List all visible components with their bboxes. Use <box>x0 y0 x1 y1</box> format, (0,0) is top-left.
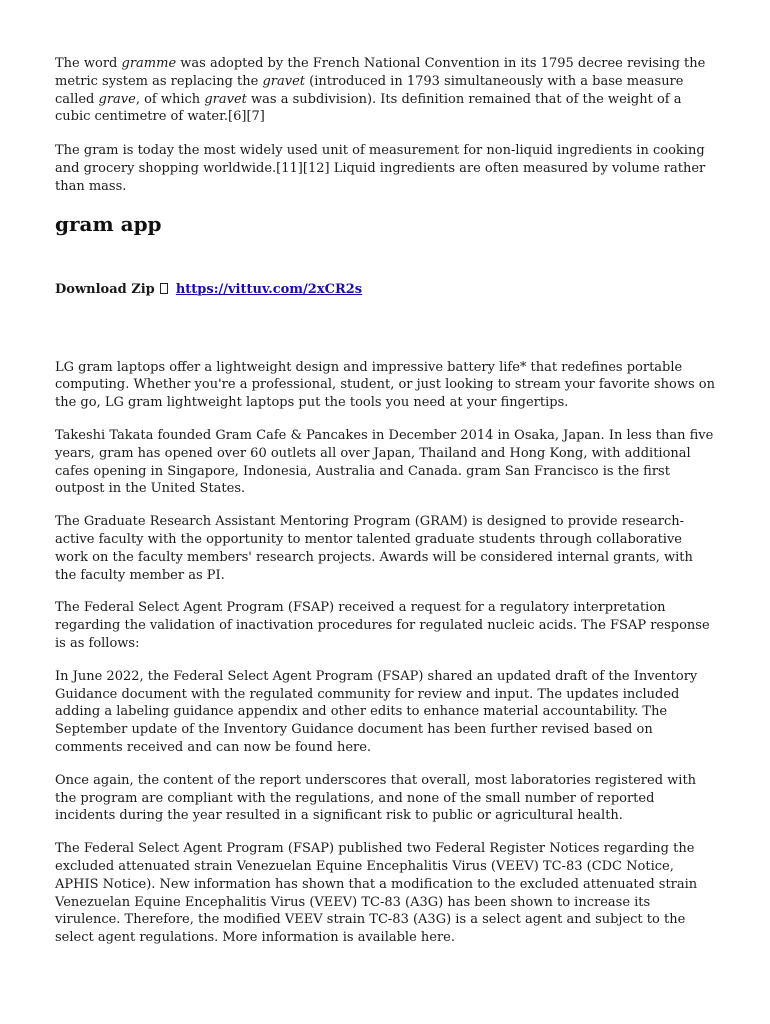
paragraph-report-summary: Once again, the content of the report underscores that overall, most laboratories registered with the program are compliant with the regulations, and none of the small number of reported incidents during the year resulted in a significant risk to public or agricultural health. <box>55 772 697 824</box>
intro-paragraph-2: The gram is today the most widely used unit of measurement for non-liquid ingredients in cooking and grocery shopping worldwide.[11][12] Liquid ingredients are often measured by volume rather than mass. <box>55 143 706 194</box>
text-run: , of which <box>135 91 205 107</box>
paragraph-fsap-inventory: In June 2022, the Federal Select Agent Program (FSAP) shared an updated draft of the Inventory Guidance document with the regulated community for review and input. The updates included adding a labeling guidance appendix and other edits to enhance material accountability. The September update of the Inventory Guidance document has been further revised based on comments received and can now be found here. <box>55 668 698 755</box>
text-run: The word <box>55 56 122 71</box>
paragraph-gram-cafe: Takeshi Takata founded Gram Cafe & Pancakes in December 2014 in Osaka, Japan. In less than five years, gram has opened over 60 outlets all over Japan, Thailand and Hong Kong, with additional cafes opening in Singapore, Indonesia, Australia and Canada. gram San Francisco is the first outpost in the United States. <box>55 427 714 497</box>
text-run: was adopted by the French National Convention in its 1795 decree revising the metric system as replacing the <box>55 56 706 89</box>
download-label: Download Zip <box>55 281 155 297</box>
paragraph-fsap-request: The Federal Select Agent Program (FSAP) received a request for a regulatory interpretation regarding the validation of inactivation procedures for regulated nucleic acids. The FSAP response is as follows: <box>55 600 710 651</box>
italic-term: gravet <box>204 91 247 107</box>
paragraph-lg-gram: LG gram laptops offer a lightweight design and impressive battery life* that redefines portable computing. Whether you're a professional, student, or just looking to stream your favorite shows on the go, LG gram lightweight laptops put the tools you need at your fingertips. <box>55 359 715 411</box>
text-run: (introduced in 1793 simultaneously with a base measure called <box>55 73 684 107</box>
document-body <box>55 55 715 962</box>
paragraph-gram-program: The Graduate Research Assistant Mentoring Program (GRAM) is designed to provide research-active faculty with the opportunity to mentor talented graduate students through collaborative work on the faculty members' research projects. Awards will be considered internal grants, with the faculty member as PI. <box>55 514 693 583</box>
italic-term: grave <box>98 91 136 107</box>
missing-glyph-icon <box>160 283 168 294</box>
download-link[interactable]: https://vittuv.com/2xCR2s <box>175 281 363 297</box>
intro-paragraph-1 <box>55 55 715 126</box>
italic-term: gramme <box>121 56 177 71</box>
paragraph-fsap-veev: The Federal Select Agent Program (FSAP) published two Federal Register Notices regarding the excluded attenuated strain Venezuelan Equine Encephalitis Virus (VEEV) TC-83 (CDC Notice, APHIS Notice). New information has shown that a modification to the excluded attenuated strain Venezuelan Equine Encephalitis Virus (VEEV) TC-83 (A3G) has been shown to increase its virulence. Therefore, the modified VEEV strain TC-83 (A3G) is a select agent and subject to the select agent regulations. More information is available here. <box>55 841 698 946</box>
spacer <box>55 299 715 359</box>
italic-term: gravet <box>262 73 306 89</box>
section-heading: gram app <box>55 211 162 236</box>
download-line <box>55 281 715 299</box>
text-run: was a subdivision). Its definition remained that of the weight of a cubic centimetre of water.[6][7] <box>55 91 682 125</box>
